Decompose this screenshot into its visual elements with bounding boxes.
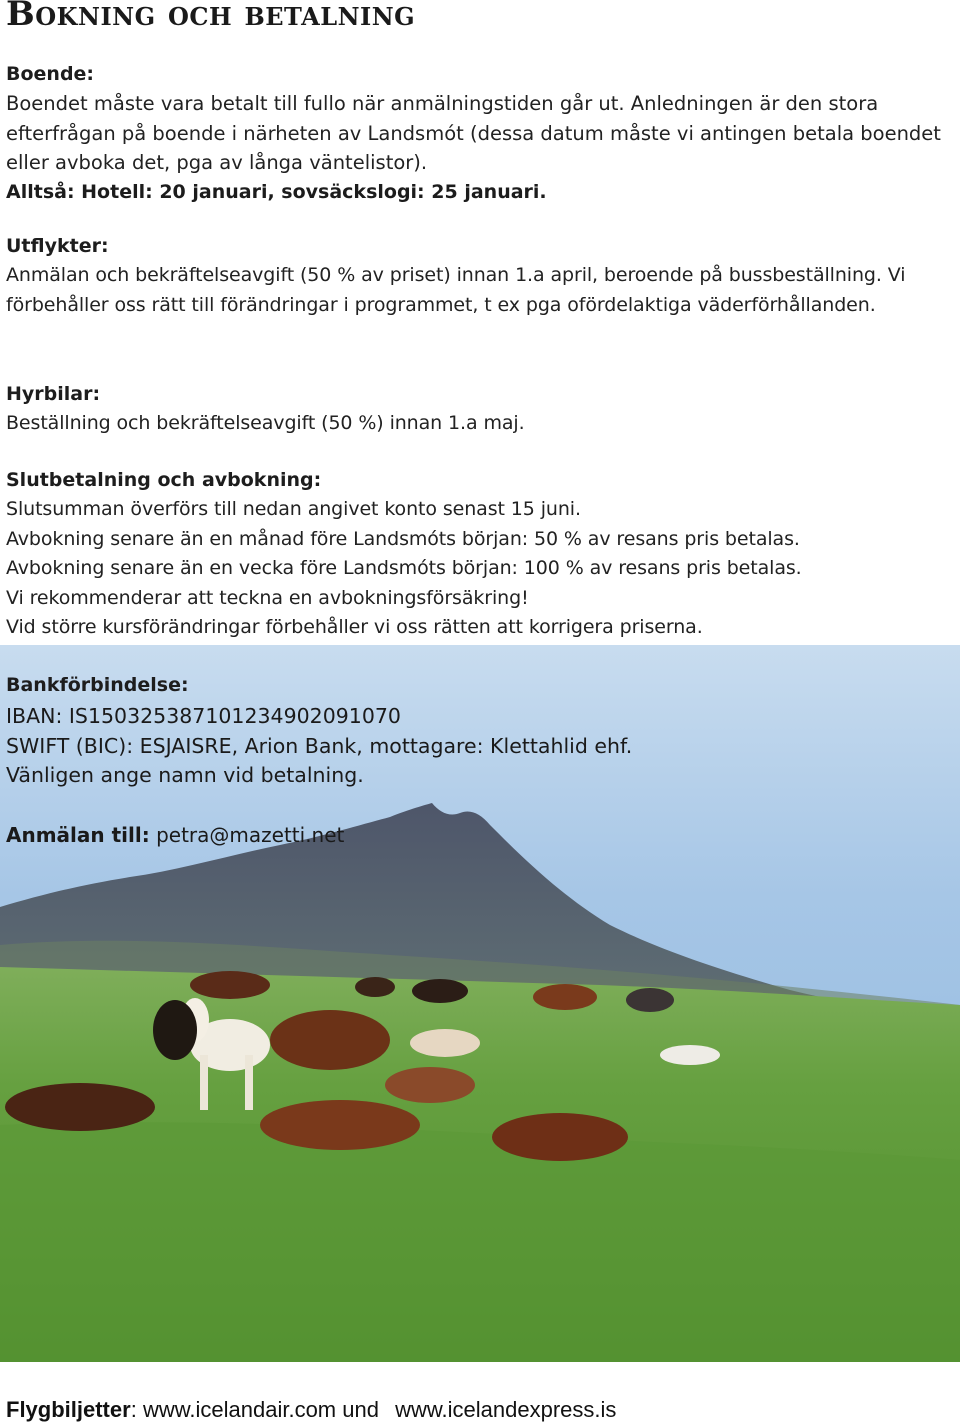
section-slutbetalning <box>6 466 952 643</box>
slutbetalning-line: Slutsumman överförs till nedan angivet konto senast 15 juni. <box>6 498 581 520</box>
bank-swift: SWIFT (BIC): ESJAISRE, Arion Bank, mottagare: Klettahlid ehf. <box>6 733 633 758</box>
anmalan-label: Anmälan till: <box>6 823 150 847</box>
slutbetalning-line: Avbokning senare än en månad före Landsmóts början: 50 % av resans pris betalas. <box>6 527 800 550</box>
boende-deadline: Alltså: Hotell: 20 januari, sovsäckslogi: 25 januari. <box>6 180 547 203</box>
utflykter-text: Anmälan och bekräftelseavgift (50 % av priset) innan 1.a april, beroende på bussbeställning. Vi förbehåller oss rätt till förändringar i programmet, t ex pga ofördelaktiga väderförhållanden. <box>6 264 906 316</box>
footer-label: Flygbiljetter <box>6 1397 131 1422</box>
page-title: Bokning och betalning <box>6 0 416 34</box>
slutbetalning-line: Vid större kursförändringar förbehåller vi oss rätten att korrigera priserna. <box>6 616 703 638</box>
section-hyrbilar <box>6 380 952 439</box>
footer-link-icelandexpress[interactable]: www.icelandexpress.is <box>395 1397 617 1422</box>
section-heading-utflykter: Utflykter: <box>6 235 109 257</box>
footer-flights <box>6 1397 616 1423</box>
bank-iban: IBAN: IS150325387101234902091070 <box>6 704 401 728</box>
footer-und: und <box>342 1397 379 1422</box>
section-utflykter <box>6 232 952 320</box>
section-heading-boende: Boende: <box>6 63 95 85</box>
footer-link-icelandair[interactable]: www.icelandair.com <box>142 1397 337 1422</box>
section-heading-bank: Bankförbindelse: <box>6 674 189 696</box>
section-boende <box>6 60 952 207</box>
section-bank <box>6 668 632 791</box>
hyrbilar-text: Beställning och bekräftelseavgift (50 %) innan 1.a maj. <box>6 412 525 434</box>
slutbetalning-line: Avbokning senare än en vecka före Landsmóts början: 100 % av resans pris betalas. <box>6 557 802 579</box>
anmalan-line <box>6 820 344 850</box>
bank-note: Vänligen ange namn vid betalning. <box>6 763 364 787</box>
section-heading-hyrbilar: Hyrbilar: <box>6 383 101 405</box>
boende-text: Boendet måste vara betalt till fullo när anmälningstiden går ut. Anledningen är den stora efterfrågan på boende i närheten av Landsmót (dessa datum måste vi antingen betala boendet eller avboka det, pga av långa väntelistor). <box>6 92 941 174</box>
anmalan-email-link[interactable]: petra@mazetti.net <box>156 823 345 847</box>
section-heading-slutbetalning: Slutbetalning och avbokning: <box>6 469 322 491</box>
slutbetalning-line: Vi rekommenderar att teckna en avbokningsförsäkring! <box>6 586 529 609</box>
footer-colon: : <box>130 1397 137 1422</box>
